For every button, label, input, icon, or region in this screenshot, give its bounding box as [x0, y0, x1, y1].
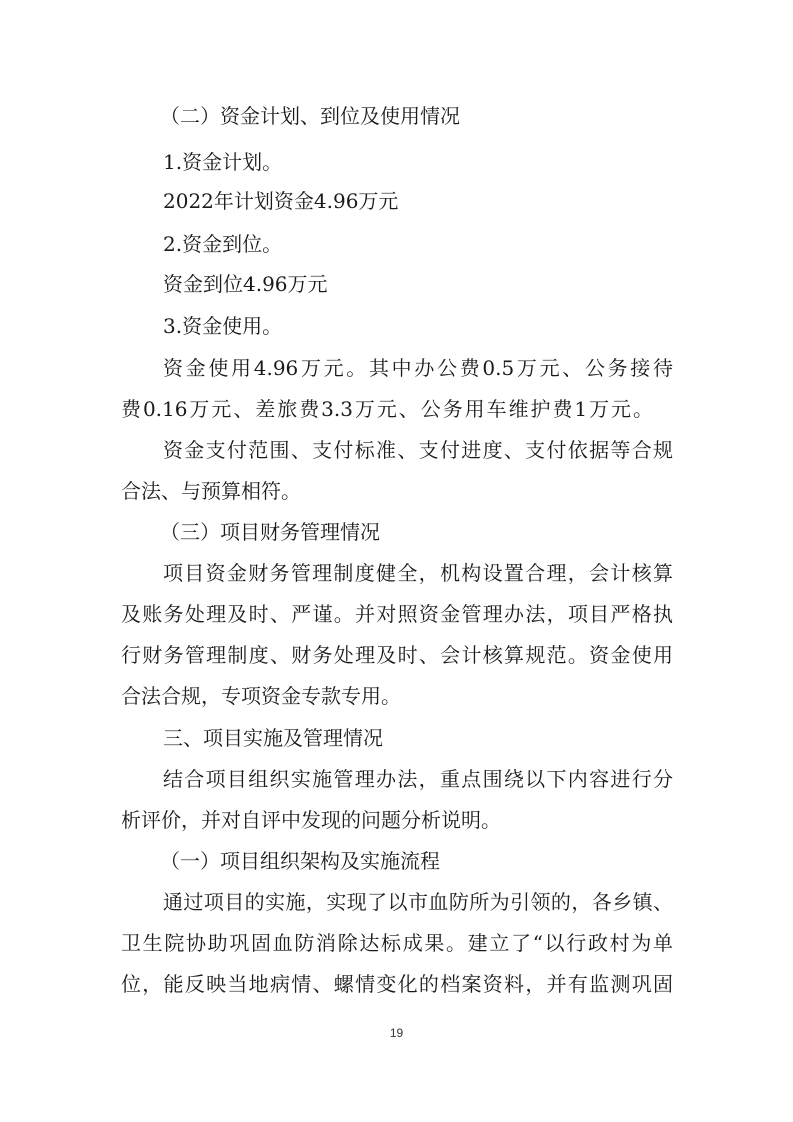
subheading-funding-arrival: 2.资金到位。 — [163, 232, 283, 256]
paragraph-line: 费0.16万元、差旅费3.3万元、公务用车维护费1万元。 — [121, 397, 653, 421]
paragraph-line: 资金到位4.96万元 — [163, 272, 328, 296]
subheading-funding-use: 3.资金使用。 — [163, 314, 283, 338]
paragraph-line: 卫生院协助巩固血防消除达标成果。建立了“以行政村为单 — [121, 931, 673, 955]
paragraph-line: 合法、与预算相符。 — [121, 479, 301, 503]
heading-organization: （一）项目组织架构及实施流程 — [160, 849, 440, 873]
paragraph-line: 位，能反映当地病情、螺情变化的档案资料，并有监测巩固 — [121, 972, 673, 996]
paragraph-line: 合法合规，专项资金专款专用。 — [121, 684, 401, 708]
paragraph-line: 及账务处理及时、严谨。并对照资金管理办法，项目严格执 — [121, 602, 673, 626]
paragraph-line: 通过项目的实施，实现了以市血防所为引领的，各乡镇、 — [163, 890, 673, 914]
heading-finance-management: （三）项目财务管理情况 — [160, 520, 380, 544]
paragraph-line: 项目资金财务管理制度健全，机构设置合理，会计核算 — [163, 561, 673, 585]
paragraph-line: 资金支付范围、支付标准、支付进度、支付依据等合规 — [163, 438, 673, 462]
heading-funding-plan: （二）资金计划、到位及使用情况 — [160, 104, 460, 128]
paragraph-line: 资金使用4.96万元。其中办公费0.5万元、公务接待 — [163, 356, 673, 380]
paragraph-line: 行财务管理制度、财务处理及时、会计核算规范。资金使用 — [121, 643, 673, 667]
paragraph-line: 析评价，并对自评中发现的问题分析说明。 — [121, 808, 501, 832]
paragraph-line: 结合项目组织实施管理办法，重点围绕以下内容进行分 — [163, 767, 673, 791]
page-number: 19 — [389, 1026, 404, 1040]
heading-implementation: 三、项目实施及管理情况 — [163, 726, 383, 750]
subheading-funding-plan: 1.资金计划。 — [163, 150, 283, 174]
paragraph-line: 2022年计划资金4.96万元 — [163, 189, 399, 213]
